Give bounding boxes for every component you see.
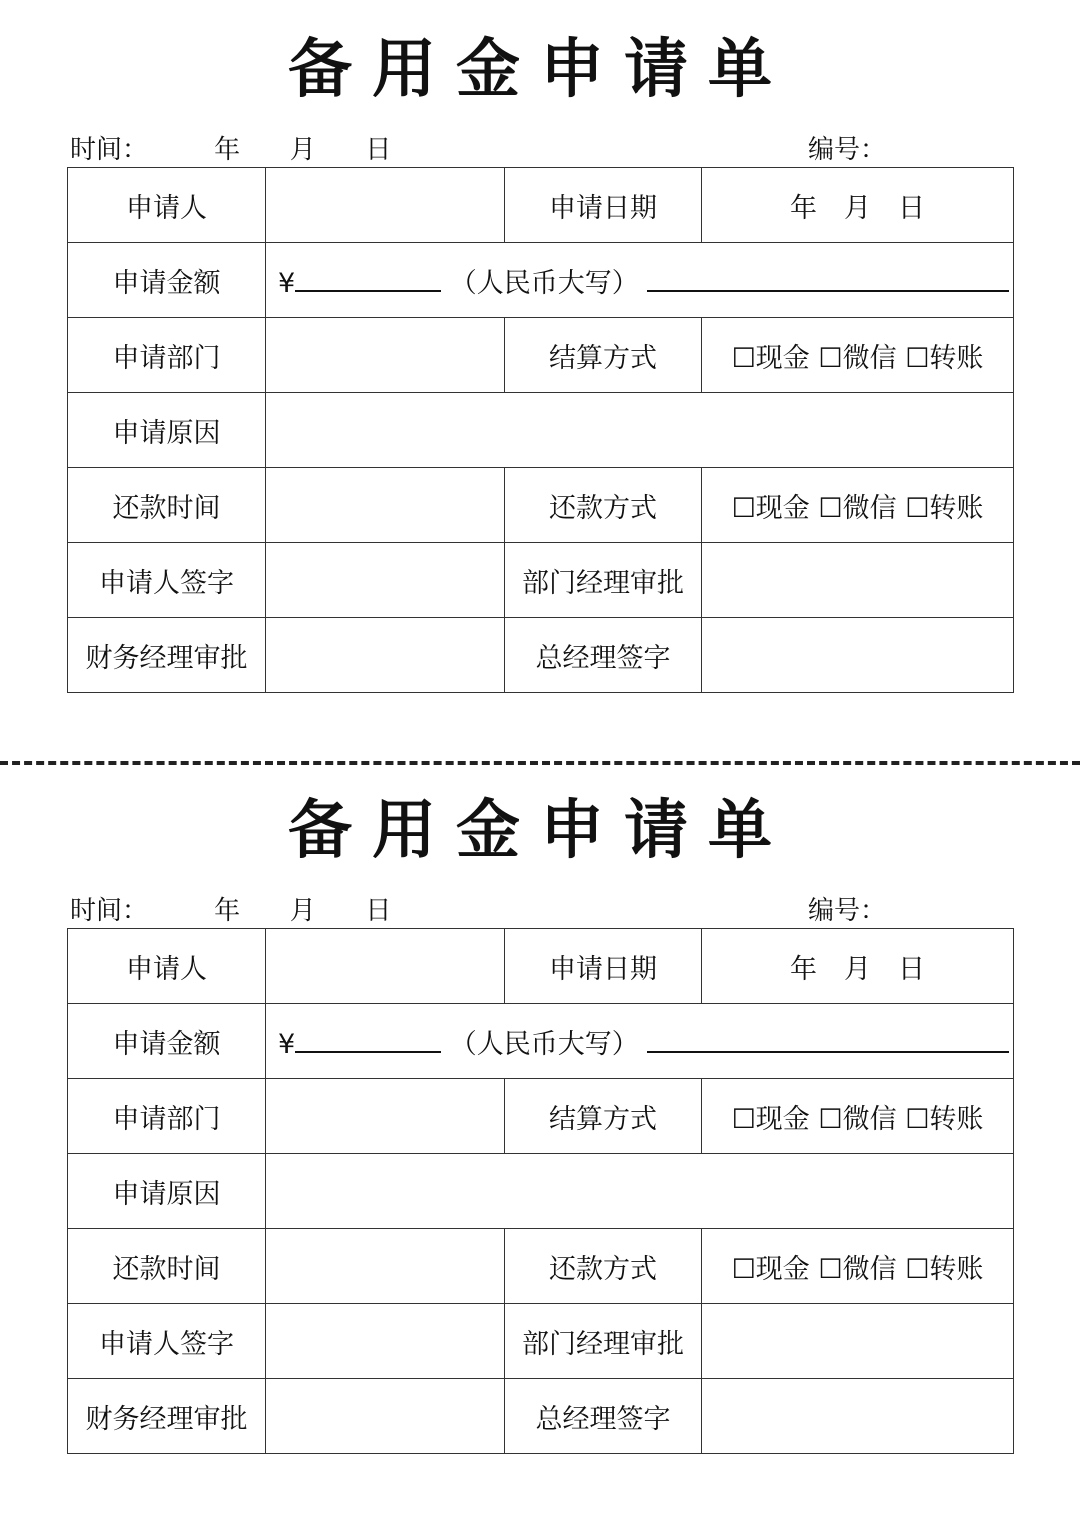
finance-manager-approval-field[interactable] <box>266 618 505 693</box>
option-transfer-checkbox[interactable]: ☐转账 <box>905 1103 984 1135</box>
dept-manager-approval-label: 部门经理审批 <box>505 1304 702 1379</box>
form-title: 备用金申请单 <box>288 794 792 868</box>
reason-label: 申请原因 <box>68 393 266 468</box>
table-row <box>68 318 1014 393</box>
option-wechat-checkbox[interactable]: ☐微信 <box>818 342 897 374</box>
day-label: 日 <box>365 896 392 926</box>
apply-date-field[interactable]: 年 月 日 <box>702 168 1014 243</box>
repay-method-label: 还款方式 <box>505 468 702 543</box>
dept-manager-approval-label: 部门经理审批 <box>505 543 702 618</box>
department-field[interactable] <box>266 318 505 393</box>
repay-time-label: 还款时间 <box>68 468 266 543</box>
option-transfer-checkbox[interactable]: ☐转账 <box>905 492 984 524</box>
general-manager-sign-label: 总经理签字 <box>505 618 702 693</box>
table-row <box>68 468 1014 543</box>
table-row <box>68 618 1014 693</box>
amount-label: 申请金额 <box>68 1004 266 1079</box>
finance-manager-approval-label: 财务经理审批 <box>68 1379 266 1454</box>
option-wechat-checkbox[interactable]: ☐微信 <box>818 492 897 524</box>
general-manager-sign-field[interactable] <box>702 618 1014 693</box>
table-row <box>68 1004 1014 1079</box>
month-label: 月 <box>289 135 316 165</box>
table-row <box>68 929 1014 1004</box>
day-label: 日 <box>365 135 392 165</box>
year-label: 年 <box>214 135 241 165</box>
year-label: 年 <box>214 896 241 926</box>
form-title: 备用金申请单 <box>288 33 792 107</box>
settlement-label: 结算方式 <box>505 318 702 393</box>
finance-manager-approval-field[interactable] <box>266 1379 505 1454</box>
department-field[interactable] <box>266 1079 505 1154</box>
table-row <box>68 243 1014 318</box>
settlement-options <box>702 318 1014 393</box>
repay-time-label: 还款时间 <box>68 1229 266 1304</box>
applicant-sign-label: 申请人签字 <box>68 1304 266 1379</box>
currency-symbol: ¥ <box>278 267 296 299</box>
rmb-uppercase-underline <box>647 1027 1009 1053</box>
applicant-field[interactable] <box>266 168 505 243</box>
time-line <box>70 893 391 929</box>
option-transfer-checkbox[interactable]: ☐转账 <box>905 1253 984 1285</box>
table-row <box>68 393 1014 468</box>
dept-manager-approval-field[interactable] <box>702 1304 1014 1379</box>
applicant-label: 申请人 <box>68 168 266 243</box>
time-line <box>70 132 391 168</box>
applicant-sign-field[interactable] <box>266 543 505 618</box>
option-cash-checkbox[interactable]: ☐现金 <box>731 492 810 524</box>
table-row <box>68 168 1014 243</box>
apply-date-field[interactable]: 年 月 日 <box>702 929 1014 1004</box>
rmb-uppercase-label: （人民币大写） <box>449 1028 639 1060</box>
time-label: 时间： <box>70 135 149 165</box>
table-row <box>68 1154 1014 1229</box>
number-label: 编号： <box>808 896 887 926</box>
rmb-uppercase-label: （人民币大写） <box>449 267 639 299</box>
applicant-sign-field[interactable] <box>266 1304 505 1379</box>
applicant-label: 申请人 <box>68 929 266 1004</box>
time-label: 时间： <box>70 896 149 926</box>
form-table <box>67 928 1014 1454</box>
option-wechat-checkbox[interactable]: ☐微信 <box>818 1253 897 1285</box>
applicant-sign-label: 申请人签字 <box>68 543 266 618</box>
option-transfer-checkbox[interactable]: ☐转账 <box>905 342 984 374</box>
finance-manager-approval-label: 财务经理审批 <box>68 618 266 693</box>
month-label: 月 <box>289 896 316 926</box>
option-cash-checkbox[interactable]: ☐现金 <box>731 342 810 374</box>
general-manager-sign-label: 总经理签字 <box>505 1379 702 1454</box>
table-row <box>68 1304 1014 1379</box>
amount-label: 申请金额 <box>68 243 266 318</box>
table-row <box>68 1379 1014 1454</box>
amount-underline <box>295 266 441 292</box>
reason-field[interactable] <box>266 1154 1014 1229</box>
repay-method-label: 还款方式 <box>505 1229 702 1304</box>
general-manager-sign-field[interactable] <box>702 1379 1014 1454</box>
table-row <box>68 1229 1014 1304</box>
department-label: 申请部门 <box>68 1079 266 1154</box>
table-row <box>68 543 1014 618</box>
repay-method-options <box>702 468 1014 543</box>
dept-manager-approval-field[interactable] <box>702 543 1014 618</box>
department-label: 申请部门 <box>68 318 266 393</box>
reason-field[interactable] <box>266 393 1014 468</box>
settlement-options <box>702 1079 1014 1154</box>
table-row <box>68 1079 1014 1154</box>
applicant-field[interactable] <box>266 929 505 1004</box>
amount-field[interactable] <box>266 1004 1014 1079</box>
rmb-uppercase-underline <box>647 266 1009 292</box>
amount-underline <box>295 1027 441 1053</box>
settlement-label: 结算方式 <box>505 1079 702 1154</box>
amount-field[interactable] <box>266 243 1014 318</box>
option-cash-checkbox[interactable]: ☐现金 <box>731 1103 810 1135</box>
repay-method-options <box>702 1229 1014 1304</box>
currency-symbol: ¥ <box>278 1028 296 1060</box>
apply-date-label: 申请日期 <box>505 168 702 243</box>
cut-line-divider <box>0 761 1080 765</box>
option-cash-checkbox[interactable]: ☐现金 <box>731 1253 810 1285</box>
option-wechat-checkbox[interactable]: ☐微信 <box>818 1103 897 1135</box>
reason-label: 申请原因 <box>68 1154 266 1229</box>
repay-time-field[interactable] <box>266 468 505 543</box>
repay-time-field[interactable] <box>266 1229 505 1304</box>
number-label: 编号： <box>808 135 887 165</box>
apply-date-label: 申请日期 <box>505 929 702 1004</box>
form-table <box>67 167 1014 693</box>
